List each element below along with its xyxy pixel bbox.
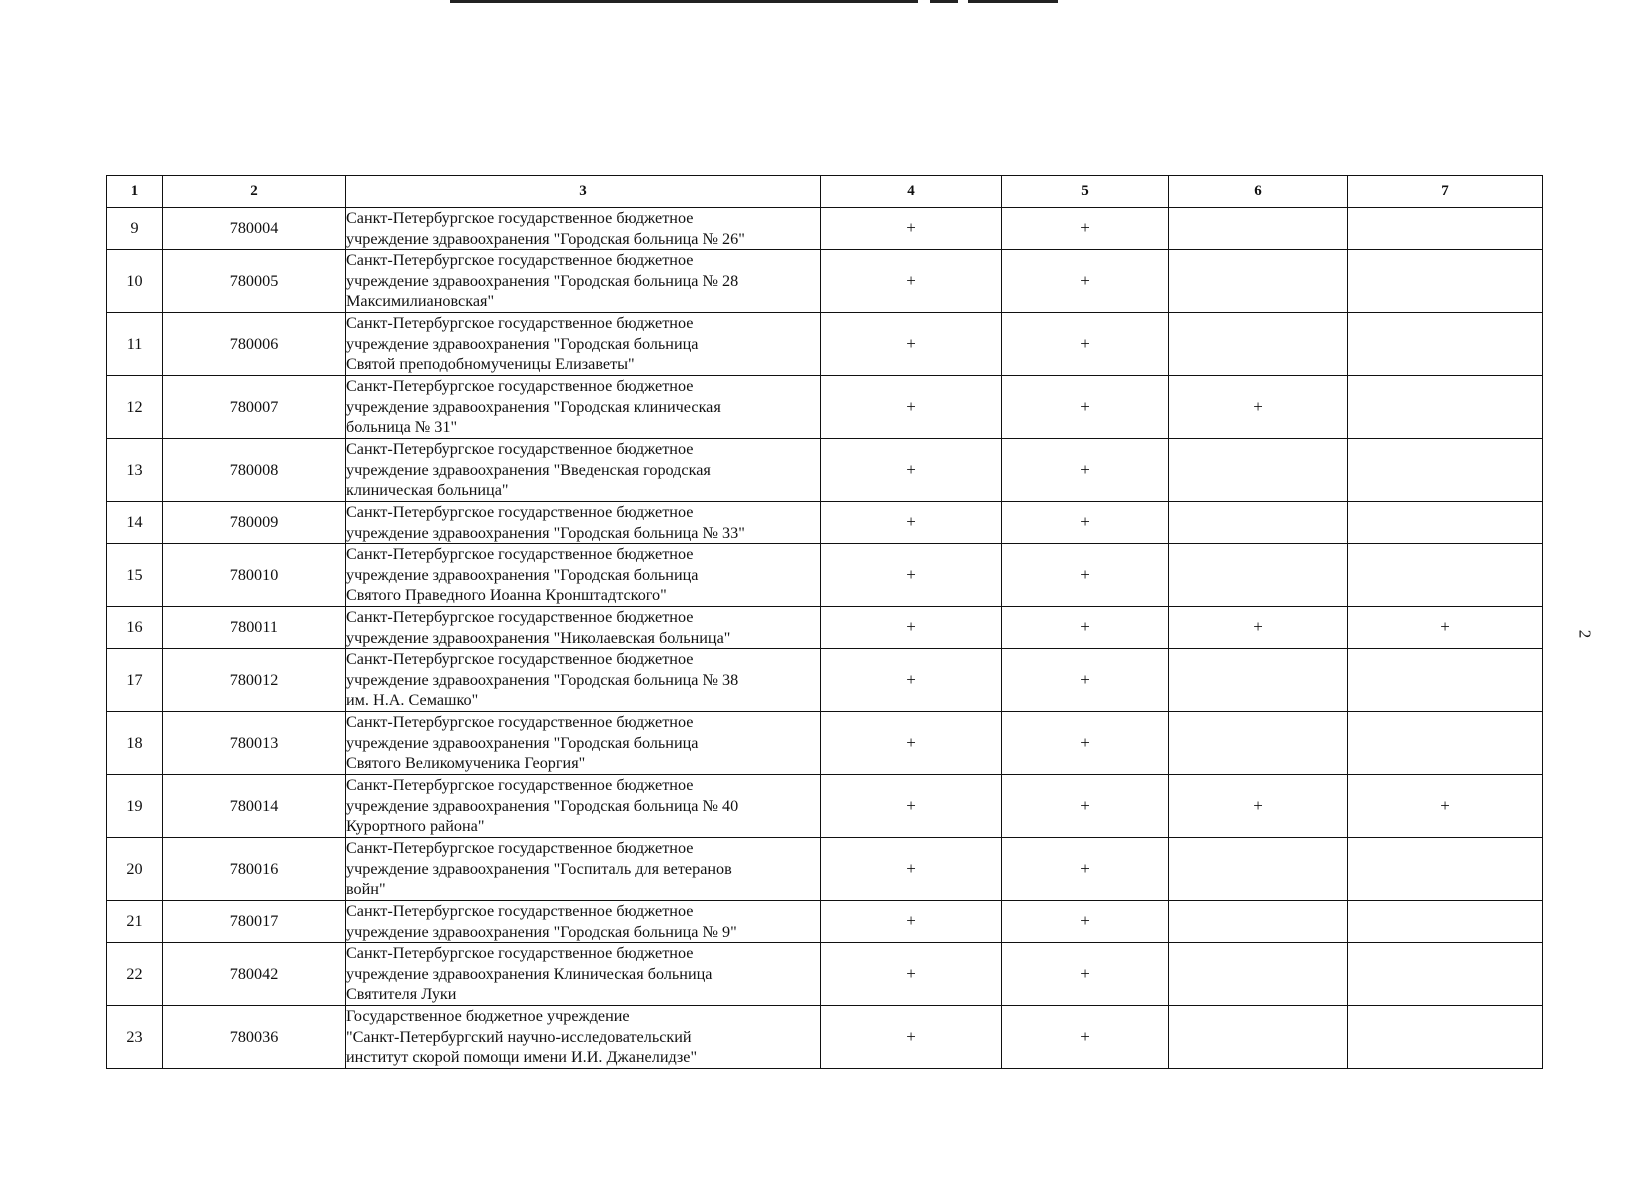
- institution-name-line: Максимилиановская": [346, 292, 495, 311]
- mark-cell-4: +: [821, 901, 1002, 943]
- table-header-row: [107, 176, 1543, 208]
- institution-name-line: Курортного района": [346, 817, 485, 836]
- institution-name-line: учреждение здравоохранения "Городская больница № 40: [346, 796, 739, 815]
- table-row: [107, 901, 1543, 943]
- page-number: 2: [1575, 629, 1595, 639]
- column-header: 4: [821, 176, 1002, 208]
- row-number-cell: 14: [107, 502, 163, 544]
- mark-cell-4: +: [821, 250, 1002, 313]
- institution-name-line: "Санкт-Петербургский научно-исследовательский: [346, 1027, 692, 1046]
- institution-name-cell: [346, 901, 821, 943]
- mark-cell-7: [1348, 838, 1543, 901]
- institution-name-line: учреждение здравоохранения "Городская больница: [346, 565, 699, 584]
- mark-cell-5: +: [1002, 544, 1169, 607]
- table-row: [107, 1006, 1543, 1069]
- top-rule: [450, 0, 918, 3]
- row-number-cell: 11: [107, 313, 163, 376]
- mark-cell-7: [1348, 208, 1543, 250]
- mark-cell-7: [1348, 712, 1543, 775]
- institution-name-line: Санкт-Петербургское государственное бюджетное: [346, 209, 694, 227]
- institution-name-cell: [346, 1006, 821, 1069]
- mark-cell-5: +: [1002, 838, 1169, 901]
- institution-name-line: Святого Праведного Иоанна Кронштадтского": [346, 586, 667, 605]
- table-row: [107, 376, 1543, 439]
- mark-cell-4: +: [821, 838, 1002, 901]
- institution-name-line: Санкт-Петербургское государственное бюджетное: [346, 503, 694, 521]
- institution-name-line: учреждение здравоохранения Клиническая больница: [346, 964, 713, 983]
- institution-name-line: Санкт-Петербургское государственное бюджетное: [346, 776, 694, 795]
- institution-name-line: им. Н.А. Семашко": [346, 691, 479, 710]
- registry-code-cell: 780006: [163, 313, 346, 376]
- mark-cell-4: +: [821, 1006, 1002, 1069]
- row-number-cell: 21: [107, 901, 163, 943]
- mark-cell-7: [1348, 649, 1543, 712]
- mark-cell-7: [1348, 544, 1543, 607]
- row-number-cell: 17: [107, 649, 163, 712]
- mark-cell-6: +: [1169, 376, 1348, 439]
- table-row: [107, 208, 1543, 250]
- mark-cell-6: [1169, 901, 1348, 943]
- institution-name-line: Святой преподобномученицы Елизаветы": [346, 355, 635, 374]
- institution-name-line: учреждение здравоохранения "Городская больница: [346, 334, 699, 353]
- mark-cell-5: +: [1002, 901, 1169, 943]
- mark-cell-5: +: [1002, 1006, 1169, 1069]
- table-row: [107, 838, 1543, 901]
- mark-cell-6: [1169, 838, 1348, 901]
- mark-cell-5: +: [1002, 775, 1169, 838]
- mark-cell-6: [1169, 544, 1348, 607]
- table-row: [107, 250, 1543, 313]
- registry-code-cell: 780013: [163, 712, 346, 775]
- mark-cell-7: [1348, 1006, 1543, 1069]
- registry-code-cell: 780005: [163, 250, 346, 313]
- mark-cell-6: [1169, 313, 1348, 376]
- institution-name-cell: [346, 544, 821, 607]
- institution-name-cell: [346, 775, 821, 838]
- institution-name-cell: [346, 649, 821, 712]
- institution-name-line: учреждение здравоохранения "Николаевская больница": [346, 628, 731, 647]
- mark-cell-7: [1348, 502, 1543, 544]
- mark-cell-5: +: [1002, 250, 1169, 313]
- mark-cell-7: [1348, 250, 1543, 313]
- mark-cell-5: +: [1002, 943, 1169, 1006]
- row-number-cell: 19: [107, 775, 163, 838]
- institution-name-cell: [346, 943, 821, 1006]
- table-row: [107, 313, 1543, 376]
- table-row: [107, 502, 1543, 544]
- institution-name-line: Санкт-Петербургское государственное бюджетное: [346, 650, 694, 669]
- institution-name-line: институт скорой помощи имени И.И. Джанелидзе": [346, 1048, 698, 1067]
- mark-cell-7: [1348, 943, 1543, 1006]
- mark-cell-4: +: [821, 943, 1002, 1006]
- registry-code-cell: 780016: [163, 838, 346, 901]
- institution-name-line: учреждение здравоохранения "Городская больница № 9": [346, 922, 737, 941]
- registry-code-cell: 780009: [163, 502, 346, 544]
- table-row: [107, 943, 1543, 1006]
- mark-cell-6: [1169, 712, 1348, 775]
- mark-cell-5: +: [1002, 439, 1169, 502]
- institution-name-line: Санкт-Петербургское государственное бюджетное: [346, 377, 694, 396]
- mark-cell-7: [1348, 439, 1543, 502]
- top-rule: [930, 0, 958, 3]
- mark-cell-6: [1169, 502, 1348, 544]
- mark-cell-4: +: [821, 775, 1002, 838]
- column-header: 3: [346, 176, 821, 208]
- institution-name-line: клиническая больница": [346, 481, 509, 500]
- table-row: [107, 649, 1543, 712]
- row-number-cell: 20: [107, 838, 163, 901]
- row-number-cell: 18: [107, 712, 163, 775]
- row-number-cell: 13: [107, 439, 163, 502]
- row-number-cell: 9: [107, 208, 163, 250]
- institution-name-line: учреждение здравоохранения "Городская больница № 26": [346, 229, 745, 248]
- institution-name-line: учреждение здравоохранения "Городская больница: [346, 733, 699, 752]
- institution-name-line: Санкт-Петербургское государственное бюджетное: [346, 314, 694, 333]
- mark-cell-6: [1169, 1006, 1348, 1069]
- mark-cell-4: +: [821, 502, 1002, 544]
- mark-cell-6: +: [1169, 607, 1348, 649]
- institution-name-cell: [346, 439, 821, 502]
- mark-cell-5: +: [1002, 313, 1169, 376]
- registry-code-cell: 780014: [163, 775, 346, 838]
- mark-cell-7: +: [1348, 607, 1543, 649]
- mark-cell-5: +: [1002, 607, 1169, 649]
- column-header: 5: [1002, 176, 1169, 208]
- institution-name-cell: [346, 607, 821, 649]
- column-header: 2: [163, 176, 346, 208]
- row-number-cell: 10: [107, 250, 163, 313]
- institution-name-cell: [346, 502, 821, 544]
- institution-name-line: Санкт-Петербургское государственное бюджетное: [346, 839, 694, 858]
- institution-name-line: Санкт-Петербургское государственное бюджетное: [346, 251, 694, 270]
- table-row: [107, 712, 1543, 775]
- institution-name-line: Санкт-Петербургское государственное бюджетное: [346, 713, 694, 732]
- column-header: 6: [1169, 176, 1348, 208]
- institution-name-line: больница № 31": [346, 418, 458, 437]
- mark-cell-7: [1348, 313, 1543, 376]
- registry-code-cell: 780011: [163, 607, 346, 649]
- institution-name-line: учреждение здравоохранения "Городская клиническая: [346, 397, 721, 416]
- institution-name-cell: [346, 376, 821, 439]
- institution-name-line: Санкт-Петербургское государственное бюджетное: [346, 944, 694, 963]
- top-rule: [968, 0, 1058, 3]
- mark-cell-6: [1169, 250, 1348, 313]
- institution-name-line: учреждение здравоохранения "Городская больница № 38: [346, 670, 739, 689]
- registry-code-cell: 780007: [163, 376, 346, 439]
- table-body: [107, 208, 1543, 1069]
- row-number-cell: 12: [107, 376, 163, 439]
- registry-code-cell: 780004: [163, 208, 346, 250]
- mark-cell-7: [1348, 376, 1543, 439]
- mark-cell-4: +: [821, 439, 1002, 502]
- mark-cell-6: [1169, 208, 1348, 250]
- mark-cell-6: +: [1169, 775, 1348, 838]
- institution-name-line: Святого Великомученика Георгия": [346, 754, 586, 773]
- registry-code-cell: 780042: [163, 943, 346, 1006]
- registry-code-cell: 780008: [163, 439, 346, 502]
- institution-name-cell: [346, 313, 821, 376]
- mark-cell-7: [1348, 901, 1543, 943]
- mark-cell-5: +: [1002, 376, 1169, 439]
- registry-code-cell: 780017: [163, 901, 346, 943]
- mark-cell-4: +: [821, 544, 1002, 607]
- registry-code-cell: 780036: [163, 1006, 346, 1069]
- mark-cell-6: [1169, 439, 1348, 502]
- column-header: 1: [107, 176, 163, 208]
- institution-name-cell: [346, 838, 821, 901]
- column-header: 7: [1348, 176, 1543, 208]
- mark-cell-5: +: [1002, 712, 1169, 775]
- row-number-cell: 15: [107, 544, 163, 607]
- institution-name-line: учреждение здравоохранения "Госпиталь для ветеранов: [346, 859, 732, 878]
- facilities-table: [106, 175, 1543, 1069]
- institution-name-cell: [346, 250, 821, 313]
- institution-name-line: учреждение здравоохранения "Городская больница № 28: [346, 271, 739, 290]
- table-row: [107, 607, 1543, 649]
- mark-cell-6: [1169, 649, 1348, 712]
- registry-code-cell: 780012: [163, 649, 346, 712]
- row-number-cell: 16: [107, 607, 163, 649]
- table-row: [107, 544, 1543, 607]
- registry-code-cell: 780010: [163, 544, 346, 607]
- institution-name-line: учреждение здравоохранения "Городская больница № 33": [346, 523, 745, 542]
- mark-cell-5: +: [1002, 649, 1169, 712]
- mark-cell-4: +: [821, 649, 1002, 712]
- mark-cell-4: +: [821, 607, 1002, 649]
- institution-name-cell: [346, 712, 821, 775]
- mark-cell-6: [1169, 943, 1348, 1006]
- table-row: [107, 775, 1543, 838]
- institution-name-line: Санкт-Петербургское государственное бюджетное: [346, 608, 694, 626]
- table-row: [107, 439, 1543, 502]
- mark-cell-4: +: [821, 376, 1002, 439]
- institution-name-line: учреждение здравоохранения "Введенская городская: [346, 460, 711, 479]
- institution-name-line: Санкт-Петербургское государственное бюджетное: [346, 545, 694, 564]
- institution-name-line: Санкт-Петербургское государственное бюджетное: [346, 440, 694, 459]
- institution-name-line: войн": [346, 880, 386, 899]
- mark-cell-5: +: [1002, 208, 1169, 250]
- mark-cell-4: +: [821, 712, 1002, 775]
- row-number-cell: 23: [107, 1006, 163, 1069]
- mark-cell-4: +: [821, 313, 1002, 376]
- mark-cell-7: +: [1348, 775, 1543, 838]
- row-number-cell: 22: [107, 943, 163, 1006]
- mark-cell-5: +: [1002, 502, 1169, 544]
- institution-name-line: Санкт-Петербургское государственное бюджетное: [346, 902, 694, 920]
- mark-cell-4: +: [821, 208, 1002, 250]
- institution-name-cell: [346, 208, 821, 250]
- institution-name-line: Государственное бюджетное учреждение: [346, 1007, 630, 1026]
- institution-name-line: Святителя Луки: [346, 985, 457, 1004]
